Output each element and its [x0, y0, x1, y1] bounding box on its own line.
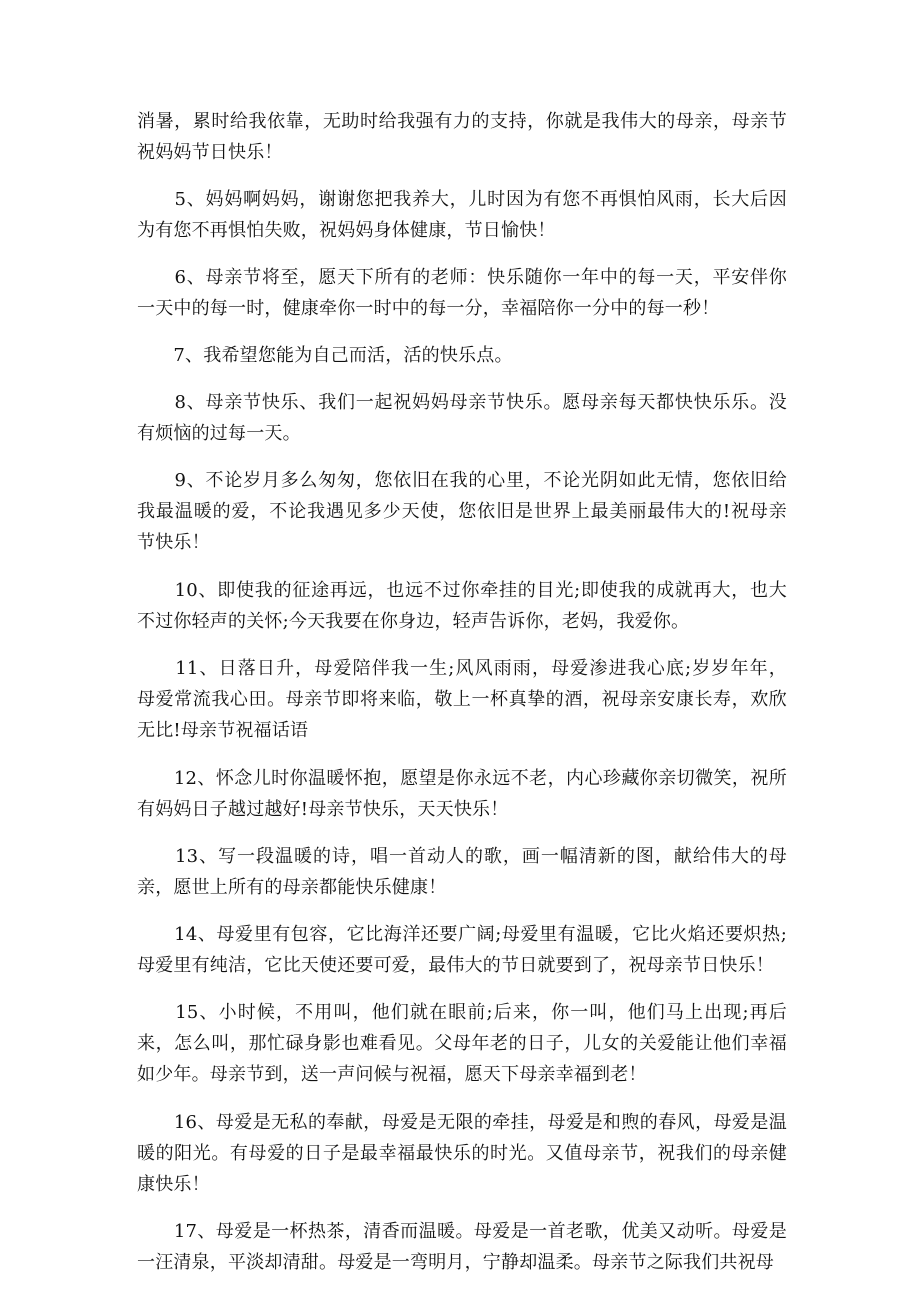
paragraph [137, 919, 787, 981]
paragraph-line: 16、母爱是无私的奉献，母爱是无限的牵挂，母爱是和煦的春风，母爱是温 [137, 1112, 787, 1133]
paragraph-line: 无比!母亲节祝福话语 [137, 720, 309, 741]
paragraph-line: 6、母亲节将至，愿天下所有的老师：快乐随你一年中的每一天，平安伴你 [137, 267, 787, 288]
paragraph-line: 5、妈妈啊妈妈，谢谢您把我养大，儿时因为有您不再惧怕风雨，长大后因 [137, 189, 787, 210]
paragraph [137, 106, 787, 168]
paragraph-line: 15、小时候，不用叫，他们就在眼前;后来，你一叫，他们马上出现;再后 [137, 1002, 787, 1023]
paragraph-line: 祝妈妈节日快乐！ [137, 142, 283, 163]
paragraph-line: 亲，愿世上所有的母亲都能快乐健康！ [137, 877, 447, 898]
paragraph-line: 节快乐！ [137, 532, 210, 553]
paragraph [137, 387, 787, 449]
paragraph [137, 340, 787, 371]
paragraph [137, 841, 787, 903]
paragraph-line: 12、怀念儿时你温暖怀抱，愿望是你永远不老，内心珍藏你亲切微笑，祝所 [137, 768, 787, 789]
paragraph [137, 997, 787, 1090]
paragraph-line: 如少年。母亲节到，送一声问候与祝福，愿天下母亲幸福到老！ [137, 1064, 647, 1085]
paragraph-line: 有妈妈日子越过越好!母亲节快乐，天天快乐！ [137, 799, 509, 820]
paragraph-line: 11、日落日升，母爱陪伴我一生;风风雨雨，母爱渗进我心底;岁岁年年， [137, 658, 787, 679]
paragraph-line: 有烦恼的过每一天。 [137, 423, 301, 444]
paragraph-line: 14、母爱里有包容，它比海洋还要广阔;母爱里有温暖，它比火焰还要炽热; [137, 924, 787, 945]
paragraph [137, 763, 787, 825]
paragraph-line: 母爱常流我心田。母亲节即将来临，敬上一杯真挚的酒，祝母亲安康长寿，欢欣 [137, 689, 787, 710]
paragraph-line: 为有您不再惧怕失败，祝妈妈身体健康，节日愉快！ [137, 220, 556, 241]
paragraph-line: 一天中的每一时，健康牵你一时中的每一分，幸福陪你一分中的每一秒！ [137, 298, 720, 319]
paragraph-line: 10、即使我的征途再远，也远不过你牵挂的目光;即使我的成就再大，也大 [137, 580, 787, 601]
paragraph [137, 575, 787, 637]
paragraph-line: 9、不论岁月多么匆匆，您依旧在我的心里，不论光阴如此无情，您依旧给 [137, 470, 787, 491]
paragraph-line: 消暑，累时给我依靠，无助时给我强有力的支持，你就是我伟大的母亲，母亲节 [137, 111, 787, 132]
document-body [137, 0, 787, 1301]
paragraph [137, 262, 787, 324]
paragraph-line: 来，怎么叫，那忙碌身影也难看见。父母年老的日子，儿女的关爱能让他们幸福 [137, 1033, 787, 1054]
paragraph-line: 一汪清泉，平淡却清甜。母爱是一弯明月，宁静却温柔。母亲节之际我们共祝母 [137, 1252, 774, 1273]
paragraph [137, 1216, 787, 1278]
paragraph-line: 13、写一段温暖的诗，唱一首动人的歌，画一幅清新的图，献给伟大的母 [137, 846, 787, 867]
paragraph-line: 暖的阳光。有母爱的日子是最幸福最快乐的时光。又值母亲节，祝我们的母亲健 [137, 1143, 787, 1164]
paragraph [137, 1107, 787, 1200]
paragraph-line: 我最温暖的爱，不论我遇见多少天使，您依旧是世界上最美丽最伟大的!祝母亲 [137, 501, 787, 522]
paragraph [137, 653, 787, 746]
paragraph-line: 康快乐！ [137, 1174, 210, 1195]
paragraph-line: 7、我希望您能为自己而活，活的快乐点。 [137, 345, 513, 366]
paragraph-line: 17、母爱是一杯热茶，清香而温暖。母爱是一首老歌，优美又动听。母爱是 [137, 1221, 787, 1242]
paragraph-line: 8、母亲节快乐、我们一起祝妈妈母亲节快乐。愿母亲每天都快快乐乐。没 [137, 392, 787, 413]
paragraph-line: 不过你轻声的关怀;今天我要在你身边，轻声告诉你，老妈，我爱你。 [137, 611, 690, 632]
paragraph [137, 465, 787, 558]
paragraph-line: 母爱里有纯洁，它比天使还要可爱，最伟大的节日就要到了，祝母亲节日快乐！ [137, 955, 774, 976]
paragraph [137, 184, 787, 246]
